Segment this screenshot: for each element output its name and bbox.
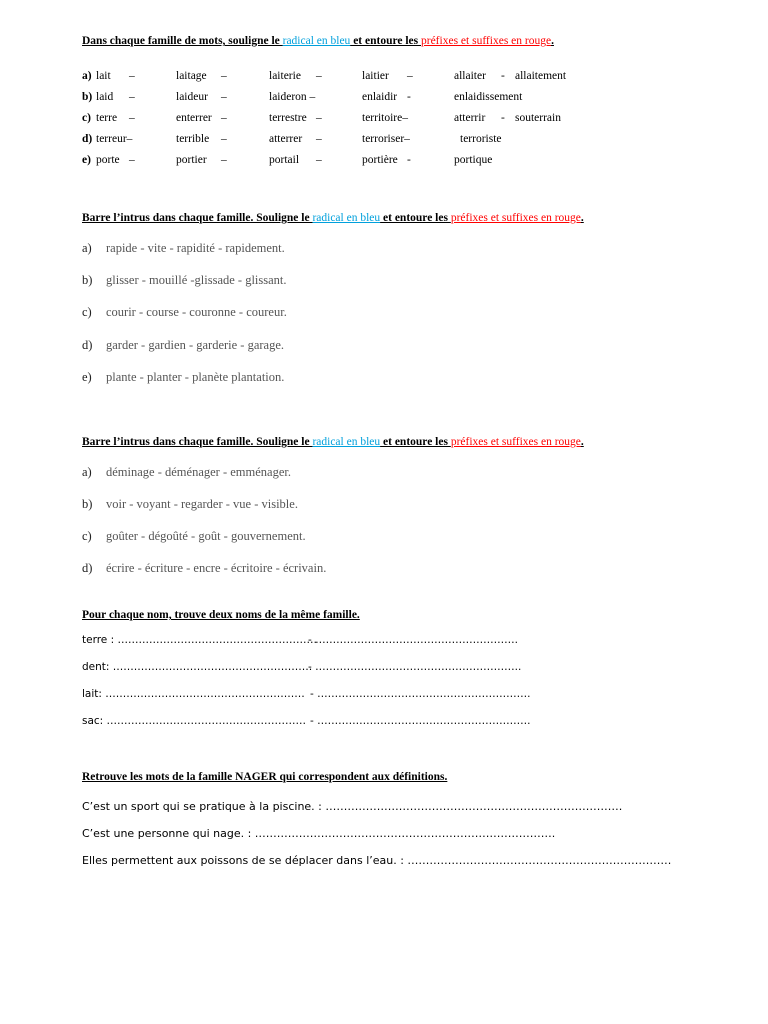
item-label: c) (82, 529, 92, 543)
word-cell: enlaidissement (454, 91, 523, 103)
word-cell: – (407, 70, 413, 82)
row-label: c) (82, 112, 91, 124)
item-label: d) (82, 561, 93, 575)
word-cell: allaitement (515, 70, 567, 82)
item-text: voir - voyant - regarder - vue - visible. (106, 497, 298, 511)
item-label: e) (82, 369, 92, 384)
item-text: rapide - vite - rapidité - rapidement. (106, 241, 285, 255)
word-cell: – (221, 112, 227, 124)
exercise-2-title (82, 212, 584, 224)
word-cell: - (407, 91, 411, 103)
row-label: a) (82, 70, 92, 82)
word-cell: laitage (176, 70, 207, 82)
word-cell: – (129, 112, 135, 124)
exercise-1-title-text-2: et entoure les (350, 35, 421, 47)
word-cell: terrible (176, 133, 210, 145)
item-text: courir - course - couronne - coureur. (106, 305, 287, 320)
word-cell: lait (96, 70, 111, 82)
word-cell: laideron – (269, 91, 316, 103)
word-cell: portier (176, 154, 207, 166)
word-cell: enlaidir (362, 91, 398, 103)
exercise-3-title-text-3: et entoure les (380, 436, 451, 448)
item-text: garder - gardien - garderie - garage. (106, 337, 285, 352)
item-label: b) (82, 273, 93, 288)
row-label: e) (82, 154, 91, 166)
item-text: déminage - déménager - emménager. (106, 465, 291, 479)
item-label: b) (82, 497, 93, 511)
row-label: b) (82, 91, 93, 103)
exercise-3-title-text: Barre l’intrus dans chaque famille (82, 436, 251, 448)
word-cell: allaiter (454, 70, 486, 82)
word-cell: terrestre (269, 112, 307, 124)
answer-line-right: - ……………………………………………………. (310, 688, 531, 700)
word-cell: porte (96, 154, 120, 166)
word-cell: – (316, 112, 322, 124)
word-cell: – (221, 133, 227, 145)
definition-line: Elles permettent aux poissons de se déplacer dans l’eau. : ……………………………………………………………… (82, 854, 672, 867)
word-cell: laitier (362, 70, 389, 82)
item-text: glisser - mouillé -glissade - glissant. (106, 273, 287, 288)
word-cell: portière (362, 154, 398, 166)
item-label: a) (82, 241, 92, 255)
exercise-2-title-text: Barre l’intrus dans chaque famille (82, 212, 251, 224)
item-label: c) (82, 305, 92, 320)
exercise-3-title-end: . (580, 436, 584, 448)
exercise-3-title-red: préfixes et suffixes en rouge (450, 436, 581, 448)
word-cell: - (501, 112, 505, 124)
exercise-1-title-blue: radical en bleu (282, 35, 351, 47)
exercise-2-title-text-2: . Souligne le (250, 212, 313, 224)
word-cell: territoire– (362, 112, 408, 124)
exercise-1-title (82, 35, 554, 47)
definition-line: C’est un sport qui se pratique à la piscine. : ……………………………………………………………………… (82, 800, 623, 813)
word-cell: - (501, 70, 505, 82)
item-text: écrire - écriture - encre - écritoire - écrivain. (106, 561, 327, 575)
word-cell: – (129, 91, 135, 103)
exercise-5-title: Retrouve les mots de la famille NAGER qui correspondent aux définitions. (82, 771, 448, 783)
exercise-1-title-red: préfixes et suffixes en rouge (421, 35, 552, 47)
word-cell: portail (269, 154, 300, 166)
word-cell: – (221, 70, 227, 82)
word-cell: laideur (176, 91, 208, 103)
answer-line-left: terre : ………………………………………………… (82, 634, 317, 646)
word-cell: atterrir (454, 112, 486, 124)
word-cell: – (316, 133, 322, 145)
word-cell: laiterie (269, 70, 301, 82)
word-cell: – (221, 91, 227, 103)
item-label: a) (82, 465, 92, 479)
answer-line-left: sac: ………………………………………………… (82, 715, 307, 727)
row-label: d) (82, 133, 93, 145)
exercise-4-title: Pour chaque nom, trouve deux noms de la même famille. (82, 609, 360, 621)
word-cell: – (221, 154, 227, 166)
definition-line: C’est une personne qui nage. : ………………………………………………………………………. (82, 827, 556, 840)
item-text: plante - planter - planète plantation. (106, 369, 285, 384)
word-cell: souterrain (515, 112, 561, 124)
answer-line-right: - …………………………………………………. (308, 634, 518, 646)
answer-line-right: - ……………………………………………………. (310, 715, 531, 727)
word-cell: – (316, 70, 322, 82)
exercise-2-title-blue: radical en bleu (312, 212, 381, 224)
word-cell: – (316, 154, 322, 166)
word-cell: terroriste (460, 133, 502, 145)
exercise-1-title-text: Dans chaque famille de mots, souligne le (82, 35, 283, 47)
word-cell: - (407, 154, 411, 166)
exercise-2-title-end: . (580, 212, 584, 224)
item-text: goûter - dégoûté - goût - gouvernement. (106, 529, 306, 543)
item-label: d) (82, 337, 93, 352)
exercise-1-title-end: . (551, 35, 554, 47)
word-cell: – (129, 154, 135, 166)
word-cell: laid (96, 91, 114, 103)
exercise-2-title-red: préfixes et suffixes en rouge (450, 212, 581, 224)
exercise-3-title-blue: radical en bleu (312, 436, 381, 448)
word-cell: portique (454, 154, 493, 166)
exercise-3-title (82, 436, 584, 448)
answer-line-left: lait: ………………………………………………… (82, 688, 305, 700)
word-cell: enterrer (176, 112, 212, 124)
exercise-2-title-text-3: et entoure les (380, 212, 451, 224)
exercise-3-title-text-2: . Souligne le (250, 436, 313, 448)
word-cell: terreur– (96, 133, 133, 145)
word-cell: terroriser– (362, 133, 410, 145)
word-cell: – (129, 70, 135, 82)
word-cell: terre (96, 112, 118, 124)
answer-line-right: - ………………………………………………….. (308, 661, 522, 673)
word-cell: atterrer (269, 133, 303, 145)
answer-line-left: dent: ………………………………………………… (82, 661, 313, 673)
